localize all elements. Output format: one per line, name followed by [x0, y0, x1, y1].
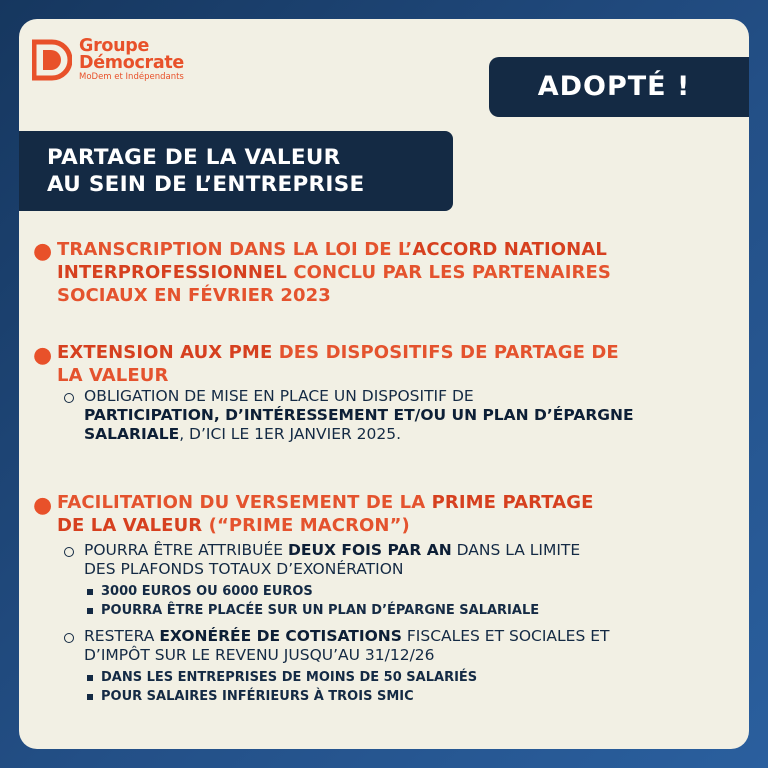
point-2-sub-1-part-2: , D’ICI LE 1ER JANVIER 2025.: [179, 425, 402, 443]
bullet-dot: ●: [33, 493, 53, 518]
title-banner: [19, 131, 453, 211]
democrate-logo-icon: [32, 38, 72, 82]
point-3-text: [57, 491, 747, 537]
point-1-highlight-2: INTERPROFESSIONNEL: [57, 262, 287, 283]
point-3-sub-1-item-2: POURRA ÊTRE PLACÉE SUR UN PLAN D’ÉPARGNE SALARIALE: [101, 603, 540, 618]
point-3-sub-2-highlight: EXONÉRÉE DE COTISATIONS: [159, 627, 402, 645]
point-3-sub-1: [84, 541, 749, 579]
square-bullet: [87, 589, 93, 595]
point-3-part-2: (“PRIME MACRON”): [202, 515, 410, 536]
point-2-sub-1-highlight: PARTICIPATION, D’INTÉRESSEMENT ET/OU UN PLAN D’ÉPARGNE: [84, 406, 634, 424]
logo-line-2: Démocrate: [79, 53, 185, 73]
point-3-sub-1-part-3: DES PLAFONDS TOTAUX D’EXONÉRATION: [84, 560, 404, 578]
groupe-democrate-logo: [32, 36, 212, 86]
point-3-sub-2-part: RESTERA: [84, 627, 160, 645]
point-3-sub-2-item-2: POUR SALAIRES INFÉRIEURS À TROIS SMIC: [101, 689, 414, 704]
point-1-text: [57, 238, 747, 307]
sub-bullet-circle: [64, 547, 74, 557]
point-2-text: [57, 341, 747, 387]
point-3-sub-1-part-2: DANS LA LIMITE: [451, 541, 581, 559]
point-3-part: FACILITATION DU VERSEMENT DE LA: [57, 492, 432, 513]
point-3-sub-2-item-1: DANS LES ENTREPRISES DE MOINS DE 50 SALARIÉS: [101, 670, 478, 685]
point-3-sub-1-highlight: DEUX FOIS PAR AN: [287, 541, 452, 559]
point-3-sub-1-item-1: 3000 EUROS OU 6000 EUROS: [101, 584, 313, 599]
point-2-part: DES DISPOSITIFS DE PARTAGE DE: [272, 342, 619, 363]
point-2-sub-1-highlight-2: SALARIALE: [84, 425, 180, 443]
point-2-sub-1-part: OBLIGATION DE MISE EN PLACE UN DISPOSITIF DE: [84, 387, 474, 405]
point-3-sub-2: [84, 627, 749, 665]
title-line-2: AU SEIN DE L’ENTREPRISE: [47, 172, 365, 197]
bullet-dot: ●: [33, 343, 53, 368]
title-line-1: PARTAGE DE LA VALEUR: [47, 145, 341, 170]
point-1-highlight: ACCORD NATIONAL: [412, 239, 607, 260]
point-1-part-2: CONCLU PAR LES PARTENAIRES: [286, 262, 611, 283]
logo-line-1: Groupe: [79, 36, 150, 56]
point-1-part: TRANSCRIPTION DANS LA LOI DE L’: [57, 239, 413, 260]
point-1-part-3: SOCIAUX EN FÉVRIER 2023: [57, 285, 331, 306]
point-3-sub-2-part-3: D’IMPÔT SUR LE REVENU JUSQU’AU 31/12/26: [84, 646, 435, 664]
sub-bullet-circle: [64, 393, 74, 403]
point-3-highlight: PRIME PARTAGE: [431, 492, 594, 513]
bullet-dot: ●: [33, 239, 53, 264]
square-bullet: [87, 694, 93, 700]
sub-bullet-circle: [64, 633, 74, 643]
adopted-badge: ADOPTÉ !: [489, 57, 749, 117]
point-2-part-2: LA VALEUR: [57, 365, 169, 386]
point-2-sub-1: [84, 387, 749, 444]
main-card: [19, 19, 749, 749]
point-3-sub-2-part-2: FISCALES ET SOCIALES ET: [401, 627, 610, 645]
point-3-highlight-2: DE LA VALEUR: [57, 515, 203, 536]
square-bullet: [87, 675, 93, 681]
logo-tagline: MoDem et Indépendants: [79, 72, 184, 82]
square-bullet: [87, 608, 93, 614]
point-2-highlight: EXTENSION AUX PME: [57, 342, 273, 363]
point-3-sub-1-part: POURRA ÊTRE ATTRIBUÉE: [84, 541, 288, 559]
